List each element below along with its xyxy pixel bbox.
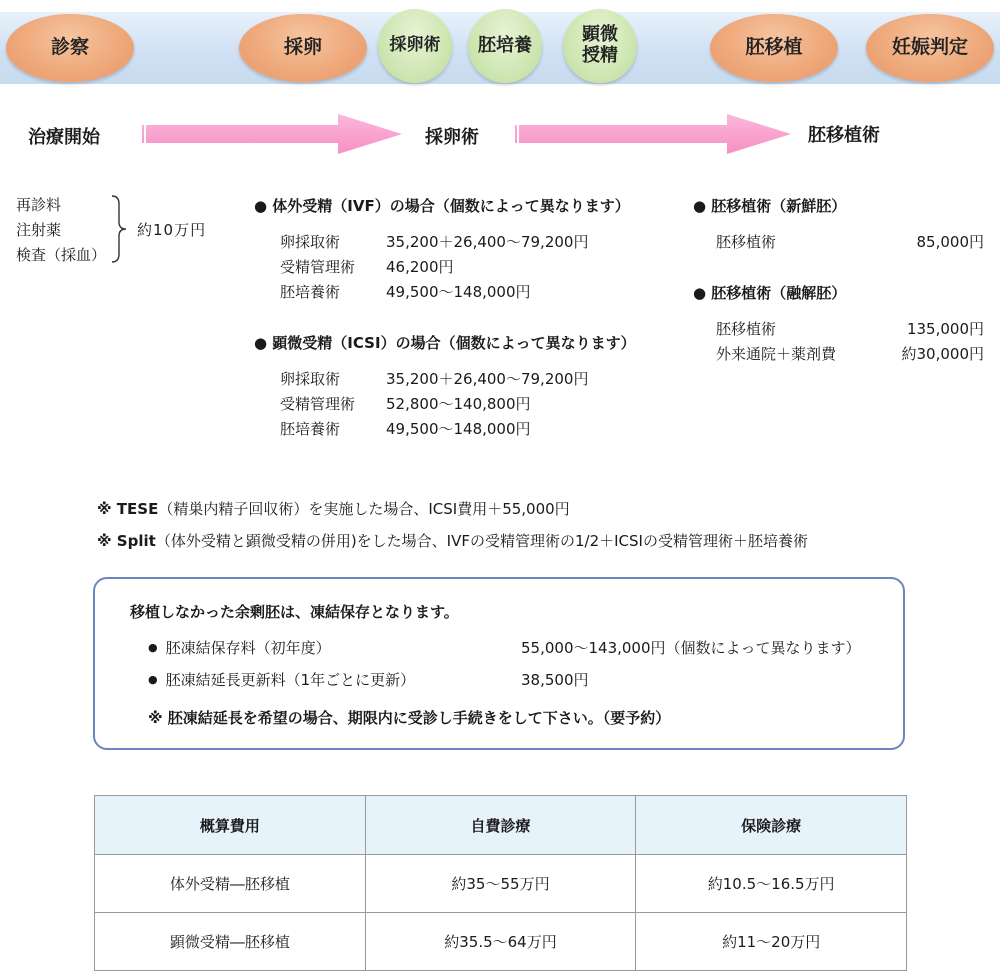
step-pregnancy-test: 妊娠判定 (866, 14, 994, 82)
ivf-item-name: 胚培養術 (280, 283, 341, 301)
freeze-item-price: 38,500円 (521, 671, 589, 689)
table-cell: 約35〜55万円 (365, 855, 636, 913)
freeze-box-note: ※ 胚凍結延長を希望の場合、期限内に受診し手続きをして下さい。（要予約） (148, 709, 671, 727)
initial-item: 検査（採血） (16, 246, 107, 264)
note-tese-text: （精巣内精子回収術）を実施した場合、ICSI費用＋55,000円 (158, 500, 570, 518)
icsi-item-price: 35,200＋26,400〜79,200円 (386, 370, 589, 388)
icsi-item-price: 49,500〜148,000円 (386, 420, 531, 438)
table-cell: 約35.5〜64万円 (365, 913, 636, 971)
icsi-heading: ● 顕微受精（ICSI）の場合（個数によって異なります） (254, 334, 636, 352)
cost-table (94, 795, 907, 971)
table-header-cell: 自費診療 (365, 796, 636, 855)
note-tese (97, 498, 570, 519)
table-cell: 顕微受精―胚移植 (95, 913, 366, 971)
icsi-item-price: 52,800〜140,800円 (386, 395, 531, 413)
note-split (97, 530, 808, 551)
note-split-text: （体外受精と顕微受精の併用)をした場合、IVFの受精管理術の1/2＋ICSIの受精管理術＋胚培養術 (155, 532, 808, 550)
arrow-right-icon (142, 114, 404, 154)
note-tese-label: ※ TESE (97, 500, 159, 518)
transfer-frozen-item-price: 約30,000円 (901, 345, 984, 363)
step-egg-retrieval-procedure: 採卵術 (378, 9, 452, 83)
bullet-icon: ● (148, 673, 158, 686)
table-cell: 約10.5〜16.5万円 (636, 855, 907, 913)
transfer-frozen-heading: ● 胚移植術（融解胚） (693, 284, 847, 302)
freeze-item-name: ● 胚凍結保存料（初年度） (148, 639, 331, 657)
ivf-item-price: 35,200＋26,400〜79,200円 (386, 233, 589, 251)
table-header-cell: 保険診療 (636, 796, 907, 855)
initial-amount: 約10万円 (137, 221, 207, 239)
step-embryo-transfer: 胚移植 (710, 14, 838, 82)
transfer-fresh-item-name: 胚移植術 (716, 233, 777, 251)
icsi-item-name: 胚培養術 (280, 420, 341, 438)
note-split-label: ※ Split (97, 532, 156, 550)
brace-icon (110, 194, 128, 264)
ivf-heading: ● 体外受精（IVF）の場合（個数によって異なります） (254, 197, 630, 215)
step-consultation: 診察 (6, 14, 134, 82)
initial-item: 注射薬 (16, 221, 62, 239)
transfer-frozen-item-price: 135,000円 (906, 320, 984, 338)
ivf-item-price: 46,200円 (386, 258, 454, 276)
table-cell: 体外受精―胚移植 (95, 855, 366, 913)
stage-start-label: 治療開始 (28, 127, 100, 148)
stage-egg-retrieval-label: 採卵術 (425, 127, 479, 148)
table-header-row (95, 796, 907, 855)
ivf-item-price: 49,500〜148,000円 (386, 283, 531, 301)
transfer-fresh-heading: ● 胚移植術（新鮮胚） (693, 197, 847, 215)
table-cell: 約11〜20万円 (636, 913, 907, 971)
freeze-box-title: 移植しなかった余剰胚は、凍結保存となります。 (130, 603, 459, 621)
ivf-item-name: 卵採取術 (280, 233, 341, 251)
bullet-icon: ● (148, 641, 158, 654)
icsi-item-name: 卵採取術 (280, 370, 341, 388)
transfer-frozen-item-name: 胚移植術 (716, 320, 777, 338)
step-embryo-culture: 胚培養 (468, 9, 542, 83)
stage-transfer-label: 胚移植術 (808, 125, 880, 146)
step-icsi: 顕微 授精 (563, 9, 637, 83)
table-row (95, 855, 907, 913)
icsi-item-name: 受精管理術 (280, 395, 356, 413)
freeze-item-name: ● 胚凍結延長更新料（1年ごとに更新） (148, 671, 416, 689)
transfer-frozen-item-name: 外来通院＋薬剤費 (716, 345, 837, 363)
step-egg-retrieval: 採卵 (239, 14, 367, 82)
table-row (95, 913, 907, 971)
initial-item: 再診料 (16, 196, 62, 214)
arrow-right-icon (515, 114, 793, 154)
transfer-fresh-item-price: 85,000円 (916, 233, 984, 251)
table-header-cell: 概算費用 (95, 796, 366, 855)
freeze-item-price: 55,000〜143,000円（個数によって異なります） (521, 639, 861, 657)
ivf-item-name: 受精管理術 (280, 258, 356, 276)
